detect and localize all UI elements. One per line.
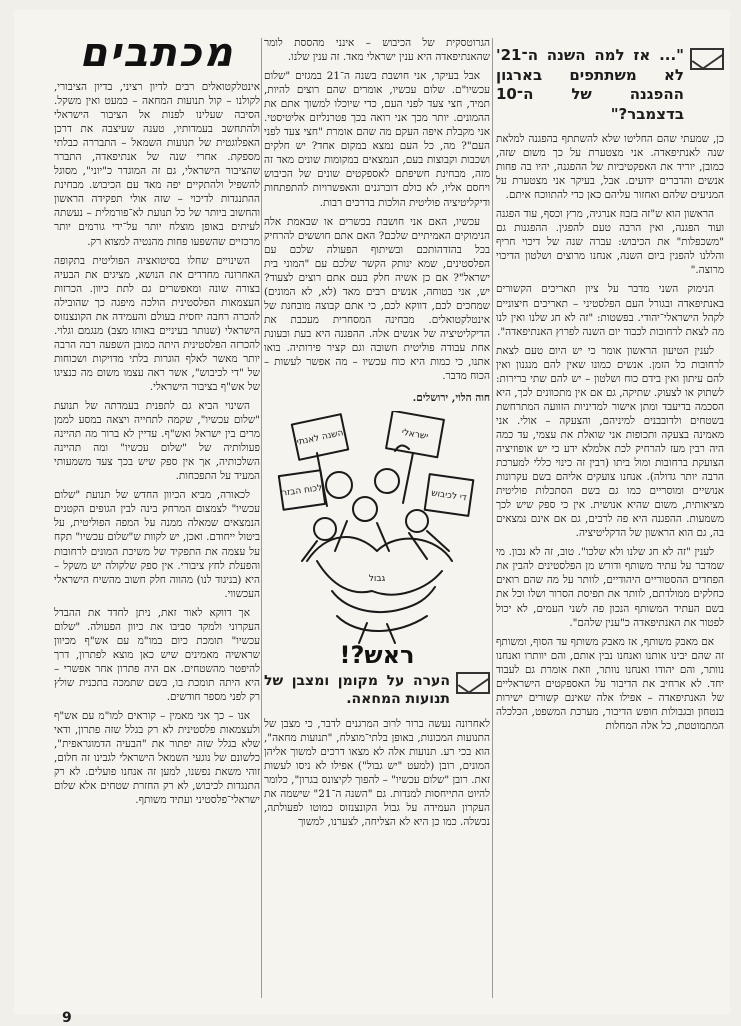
envelope-icon: [456, 672, 490, 694]
cartoon-drawing: [277, 411, 477, 666]
letter-column-middle: [264, 36, 490, 1001]
letter-paragraph: אינטלקטואלים רבים לדיון רציני, בדיון הציבורי, לקולנו – קול תנועות המחאה – כמעט ואין משקל. הסיבה שעלינו לפנות אל הציבור הישראלי ולהתחשב בעמדותיו, טענה שעיצבה את דרכן האפלוגטית של תנועות השמאל – התבררה כבלתי מספקת. אחרי שנה של אנתיפאדה, התברר שהציבור הישראלי, גם זה המוגדר כ"יוני", מסוגל להשפיל ולהתקיים יפה מאד עם הכיבוש. מבחינת ההתנגדות לדיכוי – שזה אולי תפקידה הראשון והחשוב ביותר של כל תנועת לא־פורמלית – נעשתה לעיתים באופן מוצלח יותר על־ידי גורמים יותר מרכזיים שהשפעו פחות מהנטיה למצוא רק.: [54, 81, 260, 248]
letter-paragraph: כן, שמעתי שהם החליטו שלא להשתתף בהפגנה למלאת שנה לאנתיפאדה. אני מצטערת על כך משום שזה, כמובן, יוריד את האפקטיביות של ההפגנה, יהיו בה פחות אנשים והדברים ידועים. אבל, בעיקר אני מצטערת על המניעים שלהם ואחזור עליהם כאן כדי להתווכח איתם.: [496, 133, 724, 202]
letter-column-left: [54, 80, 260, 1000]
column-divider: [492, 38, 493, 998]
envelope-icon: [690, 48, 724, 70]
page-number: 9: [62, 1010, 72, 1026]
letter-paragraph: לכאורה, מביא הכיוון החדש של תנועת "שלום עכשיו" לצמצום המרחק בינה לבין הגופים הקטנים הנמצאים שמאלה ממנה על המפה הפוליטית, על ביטול ייחודם. ואכן, יש לקוות ש"שלום עכשיו" תקח על עצמה את התפקיד של משיכת המונים לרחובות והפעלת לחץ ציבורי. אין ספק שלקולה יש משקל – היא (בניגוד לנו) מהווה חלק חשוב מהשיח הישראלי העכשווי.: [54, 489, 260, 600]
cartoon-sign-text: ישראלי: [400, 427, 429, 443]
cartoon-sign-text: גבול: [368, 574, 386, 585]
letter-paragraph: אבל בעיקר, אני חושבת בשנה ה־21 במגזים "שלום עכשיו"ם. שלום עכשיו, אומרים שהם רוצים להיות, תמיד, חצי צעד לפני העם, כדי שיוכלו למשוך אתם את ההמונים. יותר מכך אני רואה בכך פטרנליזם אליטיסטי. אני מקבלת איפה העקם מה שהם אומרת "חצי צעד לפני העם"? מה, כל העם נמצא במקום אחד? יש חלקים ושכבות וקבוצות בעם, הנמצאים במקומות שונים מאד זה מזה, מבחינת חשיפתם לאספקטים שונים של הכיבוש ויחסם אליו, לא כולם דוברגנים והאפשרויות להתפתחות ודיקליטיציה פוליטית הולכות בדרכים רבות.: [264, 70, 490, 209]
letter-title: "... אז למה השנה ה־21' לא משתתפים בארגון ההפגנה של ה־10 בדצמבר?": [496, 46, 684, 123]
letter-signature: חוה הלוי, ירושלים.: [412, 392, 490, 405]
cartoon-illustration: [277, 411, 477, 666]
newspaper-page: [14, 10, 730, 1026]
letter-paragraph: אנו – כך אני מאמין – קוראים למו"מ עם אש"ף ולעצמאות פלסטינית לא רק בגלל שזה פתרון, ודאי שלא בגלל שזה יפתור את "הבעיה הדמוגראפית", כלשונם של נוגעי השמאל הישראלי לגבינו זה חלום, זוהי משאת נפשנו, למען זה אנחנו פועלים. לא רק התנגדות לכיבוש, לא רק החזרת שטחים אלא שלום ישראלי־פלסטיני ועתיד משותף.: [54, 710, 260, 807]
letter-paragraph: השינוי הביא גם לתפנית בעמדתה של תנועת "שלום עכשיו", שקמה לתחייה ויצאה במסע לממן מרים בין ישראל ואש"ף. עדיין לא ברור מה תהיינה פעולותיה של "שלום עכשיו" ומה תהיינה השלכותיה, אך אין ספק שיש בכך צעד משמעותי המעיד על התפכחות.: [54, 400, 260, 483]
section-heading: [264, 672, 490, 708]
letter-paragraph: השינויים שחלו בסיטואציה הפוליטית בתקופה האחרונה מחדדים את הנושא, מציגים את הבעיה בצורה שונה ומאפשרים גם לתת כיוון. הכרזות העצמאות הפלסטינית הולכה מיפגה כך שהובילה להכרה רחבה יחסית בעולם והעמידה את הקונצנזוס הישראלי (שנותר בעיניים באותו מצב) מנגמם וגלוי. להכרזה הפלסטינית היתה כמובן השפעה רבה הרבה יותר מאשר לאלף הוגרות בלתי מדויקות ושכוחות של "די לכיבוש", אשר ראה עצמו משום מה כנציגו של אש"ף בציבור הישראלי.: [54, 254, 260, 393]
letter-paragraph: לענין "זה לא חג שלנו ולא שלכו". טוב, זה לא נכון. מי שמדבר על עתיד משותף ודורש מן הפלסטינים להבין את הפחדים ההסטוריים היהודיים, לוותר על מה שהם רואים כחלקים ממולדתם, לוותר את תפיסת הסרור ושלו וכל את בשם העתיד המשותף הנכון פה לשני העמים, לא יכול לפטור את האנתיפאדה כ"ענין שלהם".: [496, 546, 724, 629]
letter-paragraph: הנימוק השני מדבר על ציון תאריכים הקשורים באנתיפאדה ובגורל העם הפלסטיני – תאריכים חיצוניים לקהל הישראלי־יהודי. בפשטות: "זה לא חג שלנו ואין לנו מה לצאת לרחובות לכבוד יום השנה לפרוץ האנתיפאדה".: [496, 283, 724, 338]
letter-paragraph: לענין הטיעון הראשון אומר כי יש היום טעם לצאת לרחובות כל הזמן. אנשים כמונו שאין להם מנגנון ואין להם עיתון ואין בידם כוח ושלטון – יש להם שתי ברירות: לשתוק או לצעוק. שתיקה, גם אם אין מתכוונים לכך, היא הסכמה בדיעבד ומתן אישור למדיניות הזוועה המתרחשת בשטחים ולדובבנים למיניהם, והצעקה – אולי. אני מאמינה בצעקה ותכופות אני שואלת את עצמי, עד כמה היה רבין מעז להרחיק לכת אלמלא ידע כי יש אופוזיציה הצועקת ברחובות ומול ביתו (רבין זה כינוי כללי למערכת הרבה יותר גדולה). אנחנו צועקים אליהם בשם עקרונות אנושיים ומוסריים כמו גם בשם הסתכלות פוליטית מציאותית, משום שהיא אנושית. אין כי ספק שיש לכך משמעות. ההפגנה היא פה לרבים, גם אם אינם נמצאים בה, גם הוא הראשון של הדקליטיציה.: [496, 344, 724, 540]
letter-paragraph: הגרוטסקית של הכיבוש – אינני מהססת לומר שהאנתיפאדה היא ענין ישראלי מאד. זה ענין שלנו.: [264, 37, 490, 64]
section-paragraph: לאחרונה נעשה ברור לרוב המרגנים לדבר, כי מצבן של התנועות המכונות, באופן בלתי־מוצלח, "תנועות מחאה", הוא בכי רע. תנועות אלה לא מצאו דרכים למשוך אליהן המונים, רובן (למעט "יש גבול") אפילו לא ניסו לעשות זאת. רובן "שלום עכשיו" – להפוך לקיצונס בגרון", כלומר להיוט התייחסות למנדות. גם "השנה ה־21" שישמה את העקרון העמידה על גבול הקונצנזוס כמוטו לפעולתה, נכשלה. כמו כן היא לא הצליחה, לצערנו, למשוך: [264, 717, 490, 828]
cartoon-sign-text: די לכיבוש: [430, 488, 468, 504]
letter-paragraph: אם מאבק משותף, אז מאבק משותף עד הסוף, ומשותף זה שהם יבינו אותנו ואנחנו נבין אותם, והם יוותרו ואנחנו נוותר, והם יהודו ואנחנו נוותר, וזאת אומרת גם לעבוד יחד. לא ארחיב את הדיבור על האספקטים הישראליים של האנתיפאדה – אפילו אלה שאינם קשורים ישירות בנטחון ובגבולות חופש הדיבור, מערכת המשפט, הכלכלה המתמוטטת, כל אלה המחלות: [496, 635, 724, 732]
cartoon-sign-text: לכוח הבזר: [281, 483, 323, 499]
letter-column-right: [496, 40, 724, 1000]
letter-paragraph: עכשיו, האם אני חושבת בכשרים או שבאמת אלה הנימוקים האמיתיים שלכם? האם אתם חוששים להרחיק בכל בהזדהותכם ובשיתוף הפעולה שלכם עם הפלסטינים, שמא ינותק הקשר שלכם עם "המוני בית ישראל"? אם כן אשיה חלק בעם אתם רוצים לצעוד? יש, אני בטוחה, אנשים רבים מאד (לא, לא המונים) שמחכים לכם, דווקא לכם, כי אתם קבוצה מובחנת של אינטלקטואלים. מבחינה המסחרית מעכבת את הדיקליטיציה של אנשים אלה. ההפגנה היא בעת ובעונת אחת עבודה פוליטית חשובה וגם קציר פירותיה. בואו אתנו, כי כמות היא כוח עכשיו – מה אפשר לעשות – הכוח מדבר.: [264, 215, 490, 383]
cartoon-caption: ראש?!: [339, 641, 415, 667]
letter-paragraph: הראשון הוא ש"זה בזבוז אנרגיה, מרץ וכסף, עוד הפגנה ועוד הפגנה, ואין הרבה טעם להפגין. ההפגנות גם "משכפלות" את הכיבוש: עברה שנה של דיכוי חריף והללנו להפגין ביום השנה, אנחנו מרוצים ושלטון הדיכוי מרוצה.": [496, 208, 724, 277]
column-divider: [261, 38, 262, 998]
section-title: הערה על מקומן ומצבן של תנועות המחאה.: [264, 673, 450, 708]
cartoon-sign-text: השנה לאנתי: [296, 428, 345, 448]
letter-paragraph: אך דווקא לאור זאת, ניתן לחדד את ההבדל העקרוני ולמקד סביבו את כיוון הפעולה. "שלום עכשיו" תומכת כיום במו"מ עם אש"ף מכיוון שראשיה מאמינים שיש כאן מוצא לפתרון, דרך להיפטר מהשטחים. אם היה פתרון אחר אפשרי – היא היתה תומכת בו, בשם שתמכה בתכנית שולץ רק לפני מספר חודשים.: [54, 606, 260, 703]
section-masthead: מכתבים: [79, 30, 235, 76]
